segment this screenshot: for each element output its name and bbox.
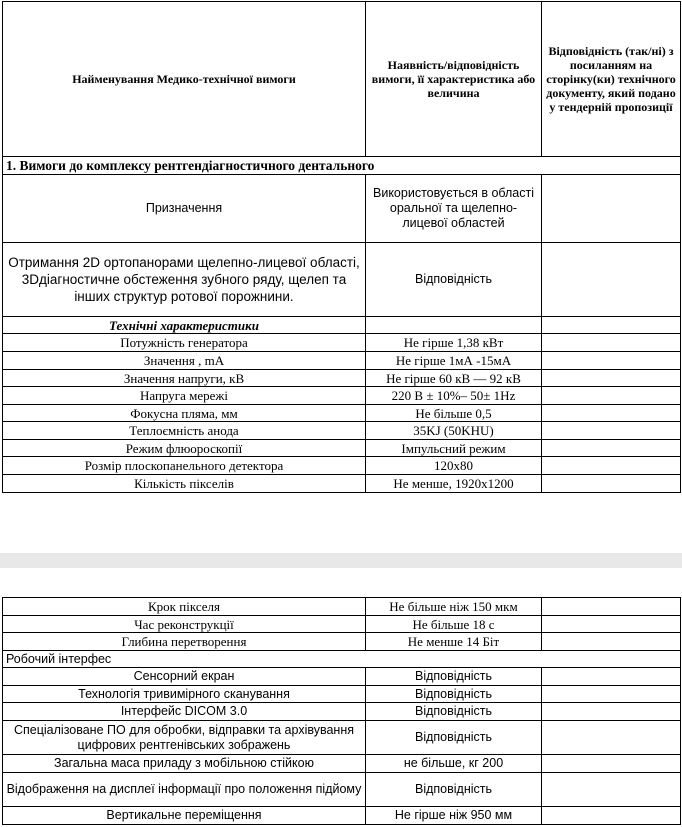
- row-value: 220 В ± 10%– 50± 1Hz: [366, 387, 542, 405]
- row-reference: [542, 422, 681, 440]
- row-reference: [542, 773, 681, 807]
- row-reference: [542, 616, 681, 633]
- table-row: [3, 616, 681, 633]
- table-row: [3, 721, 681, 755]
- subsection-row: [3, 651, 681, 668]
- row-name: Режим флюороскопії: [3, 440, 366, 457]
- row-reference: [542, 686, 681, 703]
- row-value: Не гірше 1мА -15мА: [366, 352, 542, 370]
- table-row: [3, 773, 681, 807]
- row-name: Потужність генератора: [3, 334, 366, 352]
- table-row: [3, 755, 681, 773]
- table-row: [3, 370, 681, 387]
- row-name: Загальна маса приладу з мобільною стійкою: [3, 755, 366, 773]
- subsection-row: [3, 317, 681, 334]
- row-reference: [542, 175, 681, 243]
- table-row: [3, 440, 681, 457]
- row-value: Імпульсний режим: [366, 440, 542, 457]
- row-reference: [542, 721, 681, 755]
- empty-cell: [366, 317, 542, 334]
- row-name: Теплоємність анода: [3, 422, 366, 440]
- table-row: [3, 387, 681, 405]
- row-value: Відповідність: [366, 243, 542, 317]
- row-value: Не більше ніж 150 мкм: [366, 598, 542, 616]
- row-name: Значення напруги, кВ: [3, 370, 366, 387]
- row-value: Не менше 14 Біт: [366, 633, 542, 651]
- row-name: Отримання 2D ортопанорами щелепно-лицевої області, 3Dдіагностичне обстеження зубного ряду, щелеп та інших структур ротової порожнини.: [3, 243, 366, 317]
- row-reference: [542, 405, 681, 422]
- table-row: [3, 175, 681, 243]
- section-row: [3, 157, 681, 175]
- row-name: Технологія тривимірного сканування: [3, 686, 366, 703]
- row-value: Відповідність: [366, 703, 542, 721]
- table-row: [3, 598, 681, 616]
- row-name: Кількість пікселів: [3, 475, 366, 493]
- table-row: [3, 243, 681, 317]
- row-value: Використовується в області оральної та щелепно-лицевої областей: [366, 175, 542, 243]
- table-header-row: [3, 2, 681, 157]
- row-reference: [542, 755, 681, 773]
- page-gap: [0, 553, 682, 568]
- table-row: [3, 352, 681, 370]
- row-name: Глибина перетворення: [3, 633, 366, 651]
- work-interface-title: Робочий інтерфес: [3, 651, 681, 668]
- row-value: Не гірше 1,38 кВт: [366, 334, 542, 352]
- row-value: 35KJ (50KHU): [366, 422, 542, 440]
- row-name: Інтерфейс DICOM 3.0: [3, 703, 366, 721]
- row-value: Не менше, 1920x1200: [366, 475, 542, 493]
- section-title: 1. Вимоги до комплексу рентгендіагностичного дентального: [3, 157, 681, 175]
- header-value: Наявність/відповідність вимоги, її характеристика або величина: [366, 2, 542, 157]
- row-name: Розмір плоскопанельного детектора: [3, 457, 366, 475]
- row-reference: [542, 475, 681, 493]
- table-row: [3, 457, 681, 475]
- table-row: [3, 686, 681, 703]
- row-reference: [542, 457, 681, 475]
- table-row: [3, 633, 681, 651]
- subsection-title: Технічні характеристики: [3, 317, 366, 334]
- row-name: Відображення на дисплеї інформації про положення підйому: [3, 773, 366, 807]
- table-row: [3, 703, 681, 721]
- row-name: Фокусна пляма, мм: [3, 405, 366, 422]
- requirements-table-page-2: [2, 597, 681, 825]
- row-name: Значення , mA: [3, 352, 366, 370]
- header-name: Найменування Медико-технічної вимоги: [3, 2, 366, 157]
- row-name: Напруга мережі: [3, 387, 366, 405]
- table-row: [3, 475, 681, 493]
- row-reference: [542, 703, 681, 721]
- row-value: Відповідність: [366, 773, 542, 807]
- row-name: Спеціалізоване ПО для обробки, відправки та архівування цифрових рентгенівських зображень: [3, 721, 366, 755]
- table-row: [3, 334, 681, 352]
- row-reference: [542, 387, 681, 405]
- row-reference: [542, 668, 681, 686]
- row-value: Відповідність: [366, 668, 542, 686]
- row-value: Не більше 18 с: [366, 616, 542, 633]
- row-value: Не більше 0,5: [366, 405, 542, 422]
- row-value: Не гірше ніж 950 мм: [366, 807, 542, 825]
- row-name: Вертикальне переміщення: [3, 807, 366, 825]
- header-reference: Відповідність (так/ні) з посиланням на сторінку(ки) технічного документу, який подано у тендерній пропозиції: [542, 2, 681, 157]
- empty-cell: [542, 317, 681, 334]
- row-name: Призначення: [3, 175, 366, 243]
- table-row: [3, 422, 681, 440]
- row-reference: [542, 243, 681, 317]
- row-name: Крок пікселя: [3, 598, 366, 616]
- row-value: не більше, кг 200: [366, 755, 542, 773]
- table-row: [3, 405, 681, 422]
- row-value: Не гірше 60 кВ — 92 кВ: [366, 370, 542, 387]
- row-reference: [542, 440, 681, 457]
- row-value: 120x80: [366, 457, 542, 475]
- row-value: Відповідність: [366, 721, 542, 755]
- row-name: Сенсорний екран: [3, 668, 366, 686]
- row-value: Відповідність: [366, 686, 542, 703]
- table-row: [3, 668, 681, 686]
- row-name: Час реконструкції: [3, 616, 366, 633]
- requirements-table-page-1: [2, 1, 681, 493]
- row-reference: [542, 807, 681, 825]
- row-reference: [542, 370, 681, 387]
- row-reference: [542, 352, 681, 370]
- table-row: [3, 807, 681, 825]
- row-reference: [542, 598, 681, 616]
- row-reference: [542, 633, 681, 651]
- row-reference: [542, 334, 681, 352]
